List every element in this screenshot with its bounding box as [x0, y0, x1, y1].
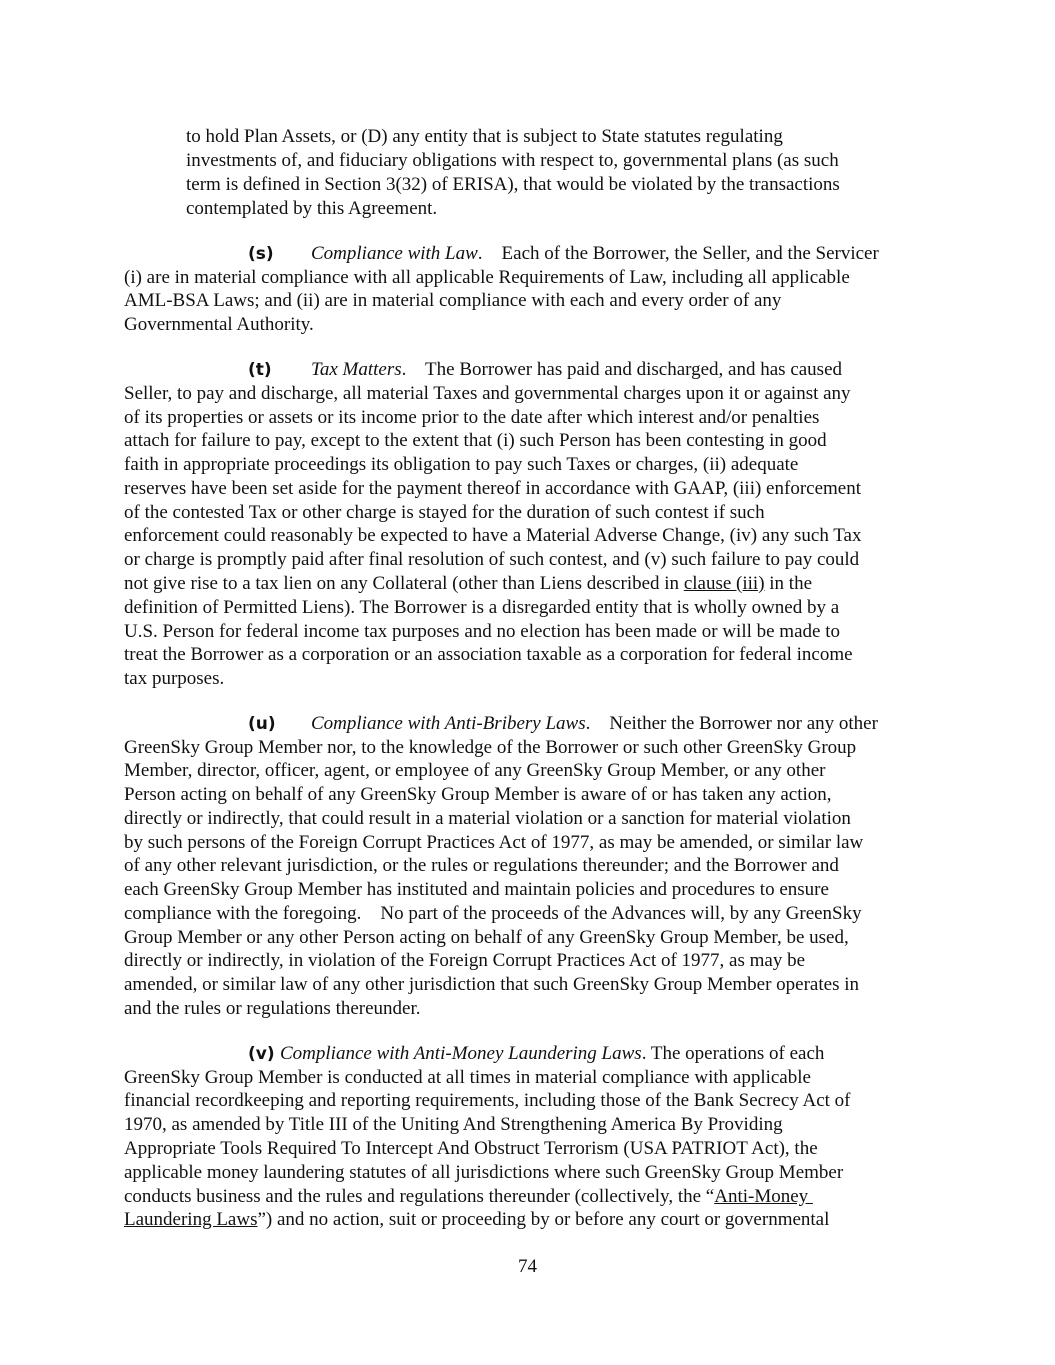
intro-line: term is defined in Section 3(32) of ERISA), that would be violated by the transactions: [186, 174, 840, 195]
section-v-line: Appropriate Tools Required To Intercept And Obstruct Terrorism (USA PATRIOT Act), the: [124, 1138, 818, 1159]
section-u-title-text: Compliance with Anti-Bribery Laws: [311, 713, 586, 734]
section-u-line: Person acting on behalf of any GreenSky Group Member is aware of or has taken any action,: [124, 784, 832, 805]
section-u-line: Group Member or any other Person acting on behalf of any GreenSky Group Member, be used,: [124, 927, 849, 948]
section-t-line: definition of Permitted Liens). The Borrower is a disregarded entity that is wholly owned by a: [124, 597, 840, 618]
section-u-first-text: . Neither the Borrower nor any other: [585, 713, 878, 734]
section-v-defined-line-2: [124, 1208, 829, 1232]
section-s-first-text: . Each of the Borrower, the Seller, and the Servicer: [477, 243, 879, 264]
section-u-label: (u): [248, 714, 276, 734]
clause-reference: clause (iii): [683, 573, 765, 594]
section-u-line: directly or indirectly, that could result in a material violation or a sanction for material violation: [124, 808, 851, 829]
section-t-line: reserves have been set aside for the payment thereof in accordance with GAAP, (iii) enforcement: [124, 478, 862, 499]
section-u-heading: [248, 712, 878, 736]
section-t-line: attach for failure to pay, except to the extent that (i) such Person has been contesting in good: [124, 430, 827, 451]
section-t-heading: [248, 358, 843, 382]
section-u-line: and the rules or regulations thereunder.: [124, 998, 421, 1019]
section-u-title: [311, 712, 878, 736]
defined-line-after: ”) and no action, suit or proceeding by or before any court or governmental: [257, 1209, 830, 1230]
section-u-line: GreenSky Group Member nor, to the knowledge of the Borrower or such other GreenSky Group: [124, 737, 857, 758]
section-s-title: [311, 242, 879, 266]
section-v-heading: [248, 1042, 825, 1066]
defined-term: Anti-Money: [714, 1186, 813, 1207]
section-u-line: Member, director, officer, agent, or employee of any GreenSky Group Member, or any other: [124, 760, 826, 781]
section-s-line: AML-BSA Laws; and (ii) are in material compliance with each and every order of any: [124, 290, 782, 311]
section-v-label: (v): [248, 1044, 275, 1064]
section-v-title: [280, 1042, 824, 1066]
section-t-title-text: Tax Matters: [311, 359, 402, 380]
section-t-line: U.S. Person for federal income tax purposes and no election has been made or will be made to: [124, 621, 840, 642]
section-t-label: (t): [248, 360, 272, 380]
defined-term: Laundering Laws: [124, 1209, 258, 1230]
section-t-line: faith in appropriate proceedings its obligation to pay such Taxes or charges, (ii) adequate: [124, 454, 799, 475]
section-v-line: 1970, as amended by Title III of the Uniting And Strengthening America By Providing: [124, 1114, 783, 1135]
page-number: 74: [518, 1256, 537, 1277]
section-t-title: [311, 358, 842, 382]
section-s-line: Governmental Authority.: [124, 314, 314, 335]
section-t-line: enforcement could reasonably be expected to have a Material Adverse Change, (iv) any such Tax: [124, 525, 862, 546]
defined-line-before: conducts business and the rules and regulations thereunder (collectively, the “: [124, 1186, 715, 1207]
section-s-label: (s): [248, 244, 274, 264]
section-t-clause-line: [124, 572, 812, 596]
section-s-heading: [248, 242, 879, 266]
section-t-line: Seller, to pay and discharge, all material Taxes and governmental charges upon it or against any: [124, 383, 851, 404]
section-t-line: or charge is promptly paid after final resolution of such contest, and (v) such failure to pay could: [124, 549, 860, 570]
section-t-line: of the contested Tax or other charge is stayed for the duration of such contest if such: [124, 502, 765, 523]
clause-line-before: not give rise to a tax lien on any Collateral (other than Liens described in: [124, 573, 684, 594]
intro-line: contemplated by this Agreement.: [186, 198, 438, 219]
clause-line-after: in the: [764, 573, 813, 594]
section-v-title-text: Compliance with Anti-Money Laundering Laws: [280, 1043, 642, 1064]
section-t-line: of its properties or assets or its income prior to the date after which interest and/or penalties: [124, 407, 820, 428]
section-s-line: (i) are in material compliance with all applicable Requirements of Law, including all applicable: [124, 267, 850, 288]
section-u-line: by such persons of the Foreign Corrupt Practices Act of 1977, as may be amended, or similar law: [124, 832, 864, 853]
intro-line: investments of, and fiduciary obligations with respect to, governmental plans (as such: [186, 150, 839, 171]
section-u-line: each GreenSky Group Member has instituted and maintain policies and procedures to ensure: [124, 879, 829, 900]
section-u-line: compliance with the foregoing. No part of the proceeds of the Advances will, by any GreenSky: [124, 903, 862, 924]
section-v-defined-line: [124, 1185, 813, 1209]
section-u-line: directly or indirectly, in violation of the Foreign Corrupt Practices Act of 1977, as may be: [124, 950, 806, 971]
section-v-first-text: . The operations of each: [641, 1043, 825, 1064]
section-v-line: GreenSky Group Member is conducted at all times in material compliance with applicable: [124, 1067, 811, 1088]
section-v-line: financial recordkeeping and reporting requirements, including those of the Bank Secrecy Act of: [124, 1090, 851, 1111]
section-t-line: treat the Borrower as a corporation or an association taxable as a corporation for federal income: [124, 644, 853, 665]
section-t-line: tax purposes.: [124, 668, 225, 689]
section-t-first-text: . The Borrower has paid and discharged, and has caused: [401, 359, 843, 380]
section-u-line: amended, or similar law of any other jurisdiction that such GreenSky Group Member operates in: [124, 974, 859, 995]
intro-line: to hold Plan Assets, or (D) any entity that is subject to State statutes regulating: [186, 126, 783, 147]
section-v-line: applicable money laundering statutes of all jurisdictions where such GreenSky Group Member: [124, 1162, 844, 1183]
section-s-title-text: Compliance with Law: [311, 243, 478, 264]
section-u-line: of any other relevant jurisdiction, or the rules or regulations thereunder; and the Borrower and: [124, 855, 839, 876]
